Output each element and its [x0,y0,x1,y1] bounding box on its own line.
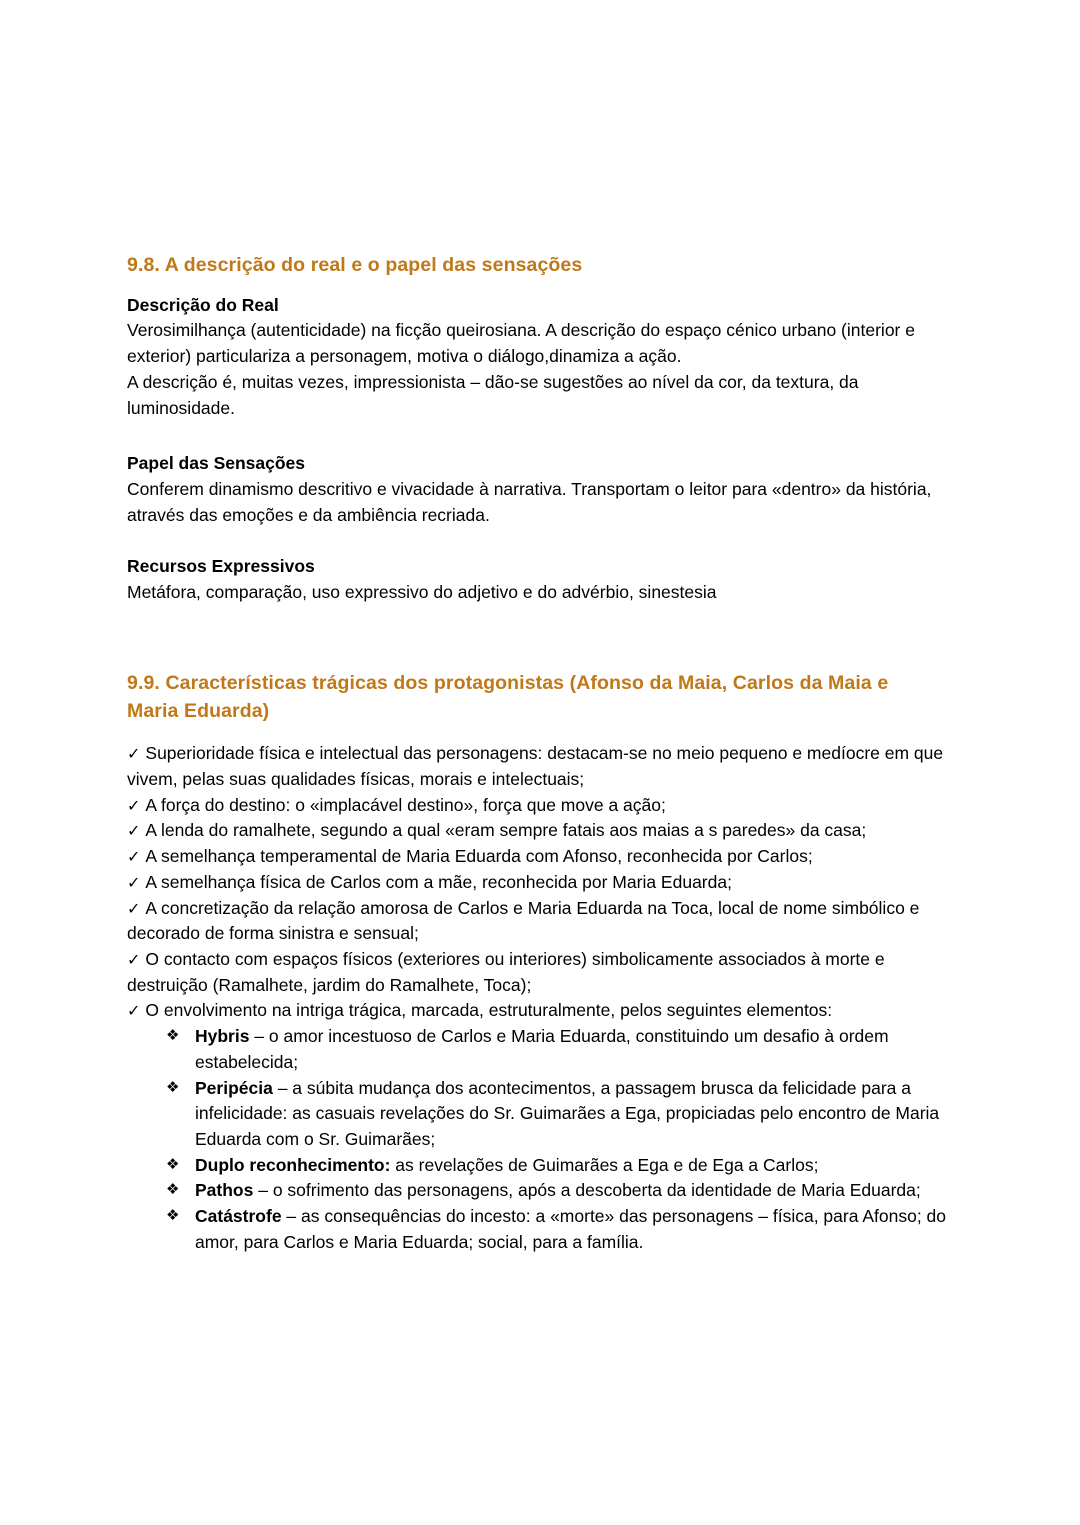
sub-list-item-term: Catástrofe [195,1206,282,1227]
check-mark-icon: ✓ [127,950,141,969]
diamond-bullet-icon: ❖ [166,1077,180,1096]
check-mark-icon: ✓ [127,795,141,815]
sub-label-descricao-do-real: Descrição do Real [127,294,279,315]
sub-list-item-text: as revelações de Guimarães a Ega e de Ega a Carlos; [390,1154,819,1175]
list-item-text: O envolvimento na intriga trágica, marcada, estruturalmente, pelos seguintes elementos: [145,1000,833,1021]
document-content [127,252,947,1256]
paragraph-descricao-do-real-2: A descrição é, muitas vezes, impressionista – dão-se sugestões ao nível da cor, da textura, da luminosidade. [127,371,859,418]
list-item [127,818,947,844]
sub-label-papel-das-sensacoes: Papel das Sensações [127,453,306,474]
paragraph-papel-das-sensacoes-1: Conferem dinamismo descritivo e vivacidade à narrativa. Transportam o leitor para «dentro» da história, através das emoções e da ambiência recriada. [127,479,932,525]
list-item-text: A lenda do ramalhete, segundo a qual «eram sempre fatais aos maias a s paredes» da casa; [145,820,867,841]
list-item [127,793,947,819]
list-item [127,741,947,792]
sub-label-recursos-expressivos: Recursos Expressivos [127,556,315,577]
block-papel-das-sensacoes [127,451,947,528]
list-item [127,870,947,896]
diamond-bullet-icon: ❖ [166,1180,180,1199]
check-mark-icon: ✓ [127,744,141,764]
sub-list-item-term: Duplo reconhecimento: [195,1154,391,1175]
spacer-between-sections [127,606,947,670]
sub-list-item-term: Pathos [195,1180,254,1201]
sub-list-item-text: – a súbita mudança dos acontecimentos, a passagem brusca da felicidade para a infelicidade: as casuais revelações do Sr. Guimarães a Ega, propiciadas pelo encontro de Maria Eduarda com o Sr. Guimarães; [195,1077,940,1150]
list-item-text: A semelhança temperamental de Maria Eduarda com Afonso, reconhecida por Carlos; [145,846,813,867]
check-mark-icon: ✓ [127,898,141,918]
tragic-characteristics-list [127,741,947,1024]
sub-list-item-term: Hybris [195,1026,250,1047]
list-item-text: A força do destino: o «implacável destino», força que move a ação; [145,794,666,815]
list-item [127,844,947,870]
check-mark-icon: ✓ [127,872,141,892]
list-item-text: O contacto com espaços físicos (exteriores ou interiores) simbolicamente associados à morte e destruição (Ramalhete, jardim do Ramalhete, Toca); [127,949,885,995]
list-item [127,947,947,998]
sub-list-item [166,1076,947,1153]
sub-list-item-term: Peripécia [195,1077,273,1098]
paragraph-descricao-do-real-1: Verosimilhança (autenticidade) na ficção queirosiana. A descrição do espaço cénico urbano (interior e exterior) particulariza a personagem, motiva o diálogo,dinamiza a ação. [127,320,915,367]
diamond-bullet-icon: ❖ [166,1154,180,1173]
section-heading-9-9: 9.9. Características trágicas dos protagonistas (Afonso da Maia, Carlos da Maia e Maria Eduarda) [127,671,889,722]
check-mark-icon: ✓ [127,821,141,841]
sub-list-item [166,1153,947,1179]
sub-list-item-text: – o amor incestuoso de Carlos e Maria Eduarda, constituindo um desafio à ordem estabelecida; [195,1026,889,1072]
sub-list-item [166,1204,947,1255]
list-item-text: A concretização da relação amorosa de Carlos e Maria Eduarda na Toca, local de nome simbólico e decorado de forma sinistra e sensual; [127,897,920,944]
list-item-text: A semelhança física de Carlos com a mãe, reconhecida por Maria Eduarda; [145,871,732,892]
sub-list-item-text: – as consequências do incesto: a «morte» das personagens – física, para Afonso; do amor, para Carlos e Maria Eduarda; social, para a família. [195,1206,947,1252]
list-item [127,896,947,947]
paragraph-recursos-expressivos-1: Metáfora, comparação, uso expressivo do adjetivo e do advérbio, sinestesia [127,582,717,603]
check-mark-icon: ✓ [127,1001,141,1021]
list-item-text: Superioridade física e intelectual das personagens: destacam-se no meio pequeno e medíocre em que vivem, pelas suas qualidades físicas, morais e intelectuais; [127,743,944,789]
list-item [127,998,947,1024]
spacer [127,421,947,451]
section-heading-9-8: 9.8. A descrição do real e o papel das sensações [127,254,583,276]
spacer [127,528,947,554]
diamond-bullet-icon: ❖ [166,1026,180,1045]
block-descricao-do-real [127,293,947,422]
diamond-bullet-icon: ❖ [166,1206,180,1225]
tragic-elements-sublist [127,1024,947,1255]
block-recursos-expressivos [127,554,947,605]
sub-list-item [166,1178,947,1204]
sub-list-item [166,1024,947,1075]
sub-list-item-text: – o sofrimento das personagens, após a descoberta da identidade de Maria Eduarda; [253,1180,921,1201]
check-mark-icon: ✓ [127,847,141,867]
